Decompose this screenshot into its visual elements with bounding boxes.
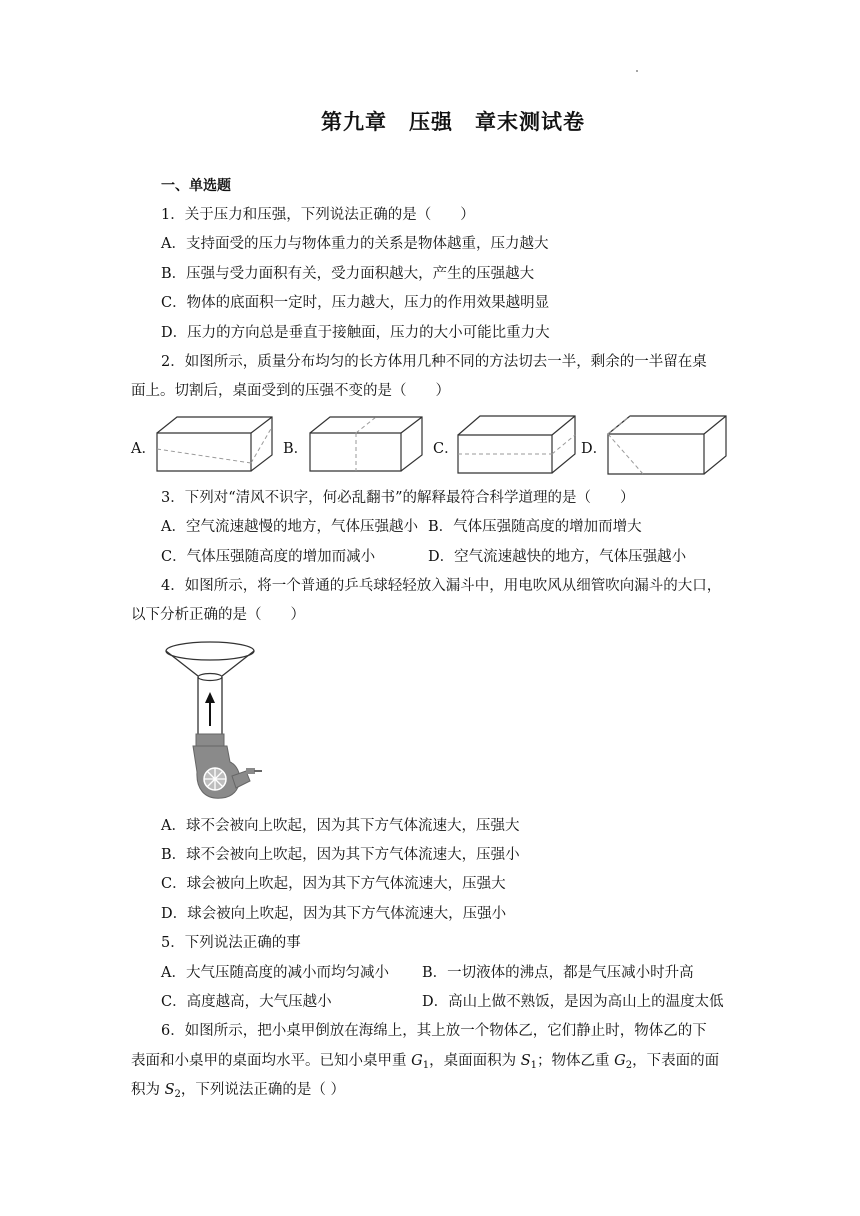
q1-stem: 1．关于压力和压强，下列说法正确的是（ ）	[161, 207, 475, 223]
q6-line1: 6．如图所示，把小桌甲倒放在海绵上，其上放一个物体乙，它们静止时，物体乙的下	[161, 1023, 707, 1039]
q6-line2: 表面和小桌甲的桌面均水平。已知小桌甲重 $G_1$，桌面面积为 $S_1$；物体乙重 $G_2$，下表面的面	[131, 1053, 720, 1071]
q2-label-b: B．	[283, 441, 309, 457]
q5-option-b: B．一切液体的沸点，都是气压减小时升高	[422, 965, 694, 981]
q2-figure-d	[603, 413, 729, 476]
q5-option-a: A．大气压随高度的减小而均匀减小	[161, 965, 389, 981]
q2-stem-line1: 2．如图所示，质量分布均匀的长方体用几种不同的方法切去一半，剩余的一半留在桌	[161, 354, 707, 370]
q2-label-a: A．	[131, 441, 156, 457]
funnel-hairdryer-figure	[160, 640, 270, 802]
q4-option-b: B．球不会被向上吹起，因为其下方气体流速大，压强小	[161, 847, 520, 863]
q1-option-d: D．压力的方向总是垂直于接触面，压力的大小可能比重力大	[161, 325, 550, 341]
q2-label-c: C．	[433, 441, 459, 457]
q4-option-d: D．球会被向上吹起，因为其下方气体流速大，压强小	[161, 906, 507, 922]
q2-figure-b	[305, 413, 430, 473]
q5-stem: 5．下列说法正确的事	[161, 935, 301, 951]
q4-stem-line1: 4．如图所示，将一个普通的乒乓球轻轻放入漏斗中，用电吹风从细管吹向漏斗的大口，	[161, 578, 722, 594]
q4-option-c: C．球会被向上吹起，因为其下方气体流速大，压强大	[161, 876, 506, 892]
q1-option-c: C．物体的底面积一定时，压力越大，压力的作用效果越明显	[161, 295, 550, 311]
q2-figure-c	[454, 413, 580, 476]
q3-option-a: A．空气流速越慢的地方，气体压强越小	[161, 519, 418, 535]
q4-stem-line2: 以下分析正确的是（ ）	[131, 607, 305, 623]
q3-option-b: B．气体压强随高度的增加而增大	[428, 519, 642, 535]
q2-stem-line2: 面上。切割后，桌面受到的压强不变的是（ ）	[131, 383, 450, 399]
q3-stem: 3．下列对“清风不识字，何必乱翻书”的解释最符合科学道理的是（ ）	[161, 490, 635, 506]
q3-option-d: D．空气流速越快的地方，气体压强越小	[428, 549, 687, 565]
q1-option-a: A．支持面受的压力与物体重力的关系是物体越重，压力越大	[161, 236, 549, 252]
q2-figure-a	[152, 413, 277, 473]
q1-option-b: B．压强与受力面积有关，受力面积越大，产生的压强越大	[161, 266, 535, 282]
corner-mark	[636, 70, 638, 72]
q5-option-c: C．高度越高，大气压越小	[161, 994, 332, 1010]
section-heading: 一、单选题	[161, 178, 231, 194]
q4-option-a: A．球不会被向上吹起，因为其下方气体流速大，压强大	[161, 818, 520, 834]
q3-option-c: C．气体压强随高度的增加而减小	[161, 549, 376, 565]
q5-option-d: D．高山上做不熟饭，是因为高山上的温度太低	[422, 994, 724, 1010]
q2-label-d: D．	[581, 441, 608, 457]
page-title: 第九章 压强 章末测试卷	[321, 110, 585, 134]
q6-line3: 积为 $S_2$，下列说法正确的是（ ）	[131, 1082, 346, 1100]
